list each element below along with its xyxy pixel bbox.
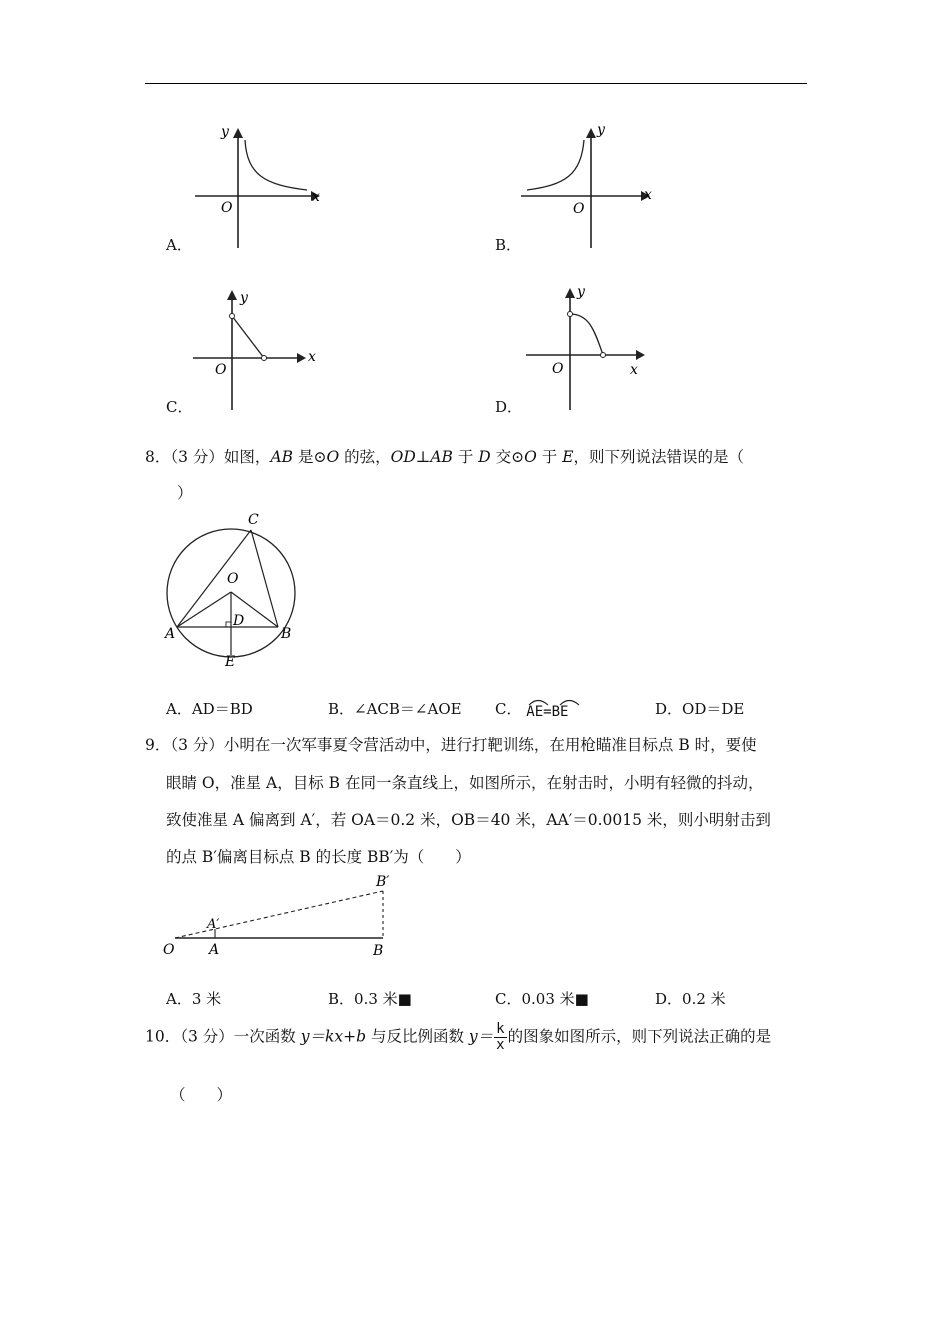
axis-x-label: x (630, 362, 638, 378)
graph-option-b (515, 120, 665, 255)
origin-label: O (221, 200, 233, 216)
svg-text:B′: B′ (376, 874, 390, 890)
svg-text:B: B (281, 626, 292, 642)
svg-text:A′: A′ (207, 917, 220, 932)
q9-option-a: A．3 米 (166, 990, 222, 1008)
axis-y-label: y (221, 124, 229, 140)
axis-y-label: y (240, 290, 248, 306)
q9-option-b: B．0.3 米■ (328, 990, 412, 1008)
svg-text:O: O (227, 571, 239, 587)
question-9-line1: 9．（3 分）小明在一次军事夏令营活动中，进行打靶训练，在用枪瞄准目标点 B 时，要使 (145, 736, 757, 754)
graph-option-d (520, 280, 670, 412)
question-9-line3: 致使准星 A 偏离到 A′，若 OA＝0.2 米，OB＝40 米，AA′＝0.0015 米，则小明射击到 (166, 811, 771, 829)
svg-text:A: A (165, 626, 176, 642)
origin-label: O (573, 201, 585, 217)
axis-x-label: x (308, 349, 316, 365)
origin-label: O (215, 362, 227, 378)
graph-option-c (185, 282, 335, 412)
circle-figure (160, 505, 310, 675)
arc-symbol-icon (526, 696, 582, 706)
question-8-paren: ） (177, 484, 193, 502)
svg-text:B: B (373, 943, 384, 959)
svg-text:D: D (233, 613, 245, 629)
question-10-paren: （ ） (170, 1086, 233, 1104)
svg-text:O: O (163, 942, 175, 958)
shooting-figure (155, 870, 405, 965)
option-d-label: D． (495, 398, 523, 416)
axis-x-label: x (644, 187, 652, 203)
graph-option-a (185, 120, 335, 255)
question-9-line4: 的点 B′偏离目标点 B 的长度 BB′为（ ） (166, 848, 471, 866)
header-rule (145, 83, 807, 84)
question-10-stem: 10．（3 分）一次函数 y＝kx+b 与反比例函数 y＝ $\frac{k}{x}$ 的图象如图所示，则下列说法正确的是 (145, 1021, 772, 1053)
axis-y-label: y (597, 122, 605, 138)
axis-y-label: y (577, 284, 585, 300)
q9-option-c: C．0.03 米■ (495, 990, 589, 1008)
svg-text:A: A (209, 942, 220, 958)
origin-label: O (552, 361, 564, 377)
q9-option-d: D．0.2 米 (655, 990, 726, 1008)
question-9-line2: 眼睛 O，准星 A，目标 B 在同一条直线上，如图所示，在射击时，小明有轻微的抖动， (166, 774, 764, 792)
fraction-k-over-x: $\frac{k}{x}$ (496, 1021, 505, 1053)
question-8-stem: 8．（3 分）如图，AB 是⊙O 的弦，OD⊥AB 于 D 交⊙O 于 E，则下列说法错误的是（ (145, 448, 745, 466)
svg-text:E: E (225, 654, 236, 670)
q8-option-b: B．∠ACB＝∠AOE (328, 700, 462, 718)
option-a-label: A． (166, 236, 192, 254)
svg-text:C: C (248, 512, 259, 528)
option-b-label: B． (495, 236, 522, 254)
q8-option-d: D．OD＝DE (655, 700, 745, 718)
q8-option-a: A．AD＝BD (166, 700, 253, 718)
axis-x-label: x (312, 189, 320, 205)
option-c-label: C． (166, 398, 193, 416)
q8-option-c: C． AE=BE (495, 698, 568, 719)
